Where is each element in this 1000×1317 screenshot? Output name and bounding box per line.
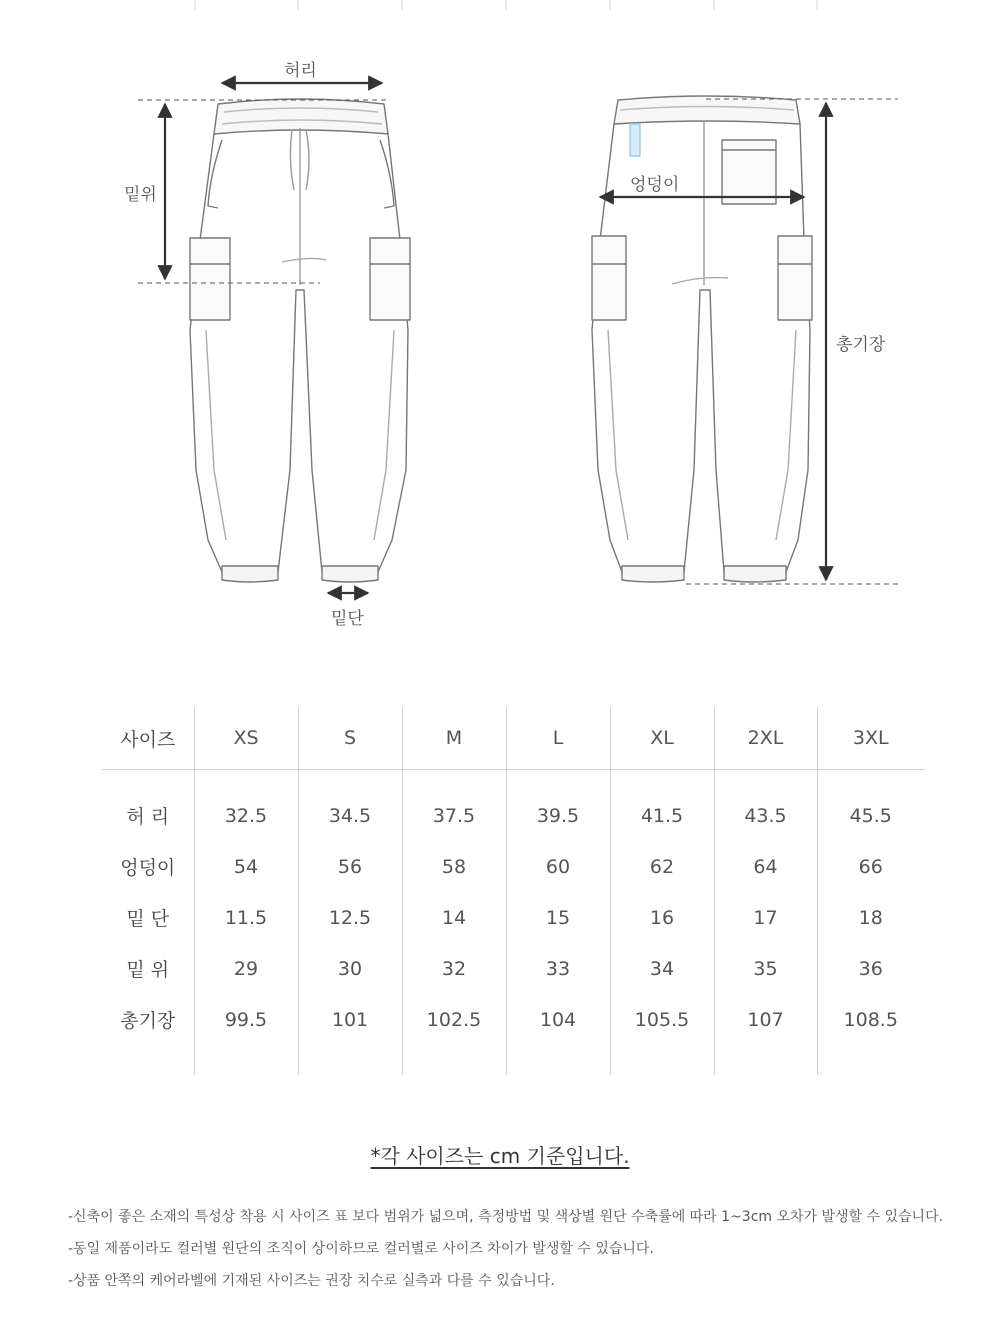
table-cell: 104 (506, 994, 610, 1075)
table-cell: 36 (817, 943, 924, 994)
table-cell: 41.5 (610, 770, 714, 842)
size-col-header: L (506, 707, 610, 770)
table-cell: 18 (817, 892, 924, 943)
row-label: 밑 위 (126, 959, 170, 981)
row-label: 엉덩이 (120, 857, 176, 879)
table-cell: 108.5 (817, 994, 924, 1075)
table-cell: 37.5 (402, 770, 506, 842)
table-cell: 16 (610, 892, 714, 943)
table-cell: 107 (714, 994, 817, 1075)
front-pants-drawing (190, 99, 410, 582)
label-waist: 허리 (284, 61, 317, 81)
table-row (102, 841, 924, 892)
table-cell: 66 (817, 841, 924, 892)
row-label: 총기장 (120, 1010, 176, 1032)
label-rise: 밑위 (124, 185, 157, 205)
table-cell: 30 (298, 943, 402, 994)
table-cell: 35 (714, 943, 817, 994)
table-cell: 17 (714, 892, 817, 943)
table-row (102, 994, 924, 1075)
unit-note (0, 1140, 1000, 1169)
note-item: -동일 제품이라도 컬러별 원단의 조직이 상이하므로 컬러별로 사이즈 차이가 발생할 수 있습니다. (68, 1241, 654, 1257)
table-cell: 64 (714, 841, 817, 892)
size-table (102, 707, 924, 1075)
table-cell: 39.5 (506, 770, 610, 842)
front-measure-arrows (165, 83, 382, 593)
table-cell: 105.5 (610, 994, 714, 1075)
table-cell: 12.5 (298, 892, 402, 943)
label-total-length: 총기장 (836, 335, 886, 355)
back-pants-drawing (592, 96, 812, 582)
table-row (102, 892, 924, 943)
table-cell: 43.5 (714, 770, 817, 842)
table-cell: 34 (610, 943, 714, 994)
table-cell: 11.5 (194, 892, 298, 943)
table-cell: 60 (506, 841, 610, 892)
row-label: 밑 단 (126, 908, 170, 930)
table-cell: 33 (506, 943, 610, 994)
row-label: 허 리 (126, 806, 170, 828)
table-cell: 45.5 (817, 770, 924, 842)
table-cell: 54 (194, 841, 298, 892)
table-row (102, 943, 924, 994)
size-col-header: 3XL (817, 707, 924, 770)
size-col-header: 2XL (714, 707, 817, 770)
table-cell: 102.5 (402, 994, 506, 1075)
note-item: -신축이 좋은 소재의 특성상 착용 시 사이즈 표 보다 범위가 넓으며, 측정방법 및 색상별 원단 수축률에 따라 1~3cm 오차가 발생할 수 있습니다. (68, 1209, 944, 1225)
notes-list (68, 1205, 943, 1301)
note-item: -상품 안쪽의 케어라벨에 기재된 사이즈는 권장 치수로 실측과 다를 수 있습니다. (68, 1273, 555, 1289)
unit-note-text: *각 사이즈는 cm 기준입니다. (370, 1144, 630, 1168)
table-cell: 101 (298, 994, 402, 1075)
table-cell: 32.5 (194, 770, 298, 842)
table-row (102, 770, 924, 842)
size-header-row (102, 707, 924, 770)
label-hem: 밑단 (331, 609, 364, 629)
size-col-header: S (298, 707, 402, 770)
table-cell: 34.5 (298, 770, 402, 842)
table-cell: 99.5 (194, 994, 298, 1075)
table-cell: 29 (194, 943, 298, 994)
size-header-label: 사이즈 (102, 707, 194, 770)
table-cell: 14 (402, 892, 506, 943)
table-cell: 62 (610, 841, 714, 892)
label-hip: 엉덩이 (630, 175, 680, 195)
table-cell: 58 (402, 841, 506, 892)
size-col-header: XL (610, 707, 714, 770)
table-cell: 32 (402, 943, 506, 994)
table-cell: 56 (298, 841, 402, 892)
pants-size-diagram (0, 0, 1000, 640)
size-col-header: M (402, 707, 506, 770)
table-cell: 15 (506, 892, 610, 943)
size-col-header: XS (194, 707, 298, 770)
